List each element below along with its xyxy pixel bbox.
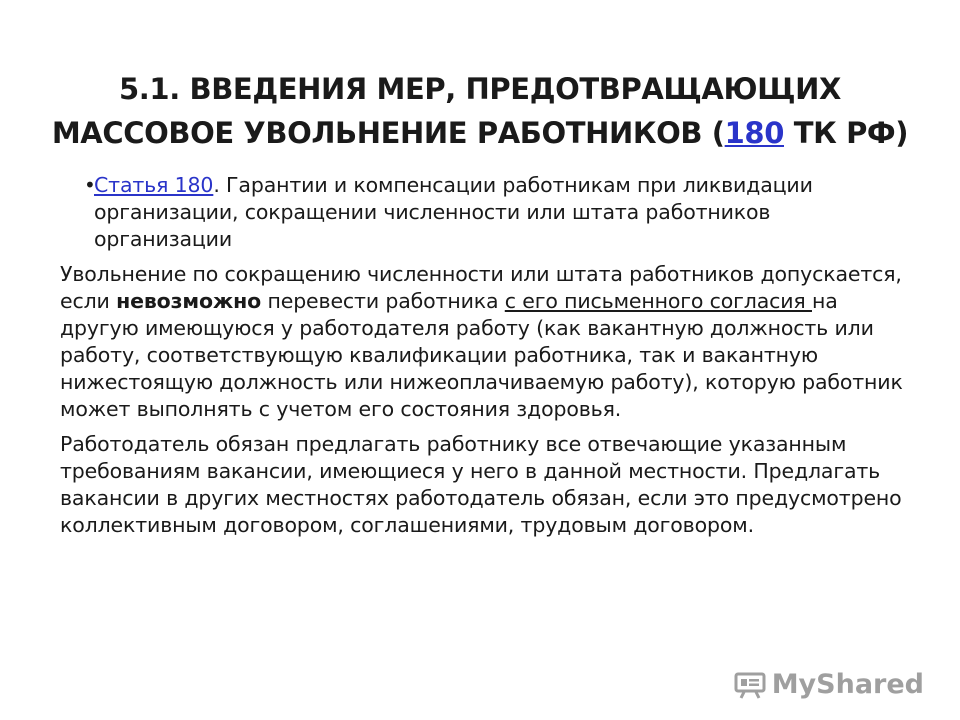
slide-title [40,67,920,155]
title-line-2-suffix: ТК РФ) [784,116,909,151]
slide-body [60,172,910,547]
title-line-1: 5.1. ВВЕДЕНИЯ МЕР, ПРЕДОТВРАЩАЮЩИХ [119,72,841,107]
paragraph-dismissal-part2: перевести работника [261,289,505,313]
bullet-text: . Гарантии и компенсации работникам при ликвидации организации, сокращении численности или штата работников организации [94,173,813,251]
watermark-text: MyShared [771,669,924,700]
bullet-item [60,172,910,253]
watermark-logo [734,669,924,700]
paragraph-dismissal-part1: Увольнение по сокращению численности или штата работников допускается, если [60,262,902,313]
bullet-dot-icon: • [84,173,96,197]
bullet-content [94,173,813,251]
emphasis-impossible: невозможно [116,289,262,313]
title-line-2 [40,111,920,155]
paragraph-dismissal-part3: на другую имеющуюся у работодателя работу (как вакантную должность или работу, соответствующую квалификации работника, так и вакантную нижестоящую должность или нижеоплачиваемую работу), которую работник может выполнять с учетом его состояния здоровья. [60,289,903,421]
paragraph-employer-duty: Работодатель обязан предлагать работнику все отвечающие указанным требованиям вакансии, имеющиеся у него в данной местности. Предлагать вакансии в других местностях работодатель обязан, если это предусмотрено коллективным договором, соглашениями, трудовым договором. [60,432,902,537]
underlined-consent: с его письменного согласия [504,289,812,313]
article-180-link[interactable]: Статья 180 [94,173,214,197]
paragraph-dismissal [60,261,910,423]
article-180-title-link[interactable]: 180 [724,116,784,151]
presentation-board-icon [734,671,766,699]
title-line-2-prefix: МАССОВОЕ УВОЛЬНЕНИЕ РАБОТНИКОВ ( [51,116,725,151]
